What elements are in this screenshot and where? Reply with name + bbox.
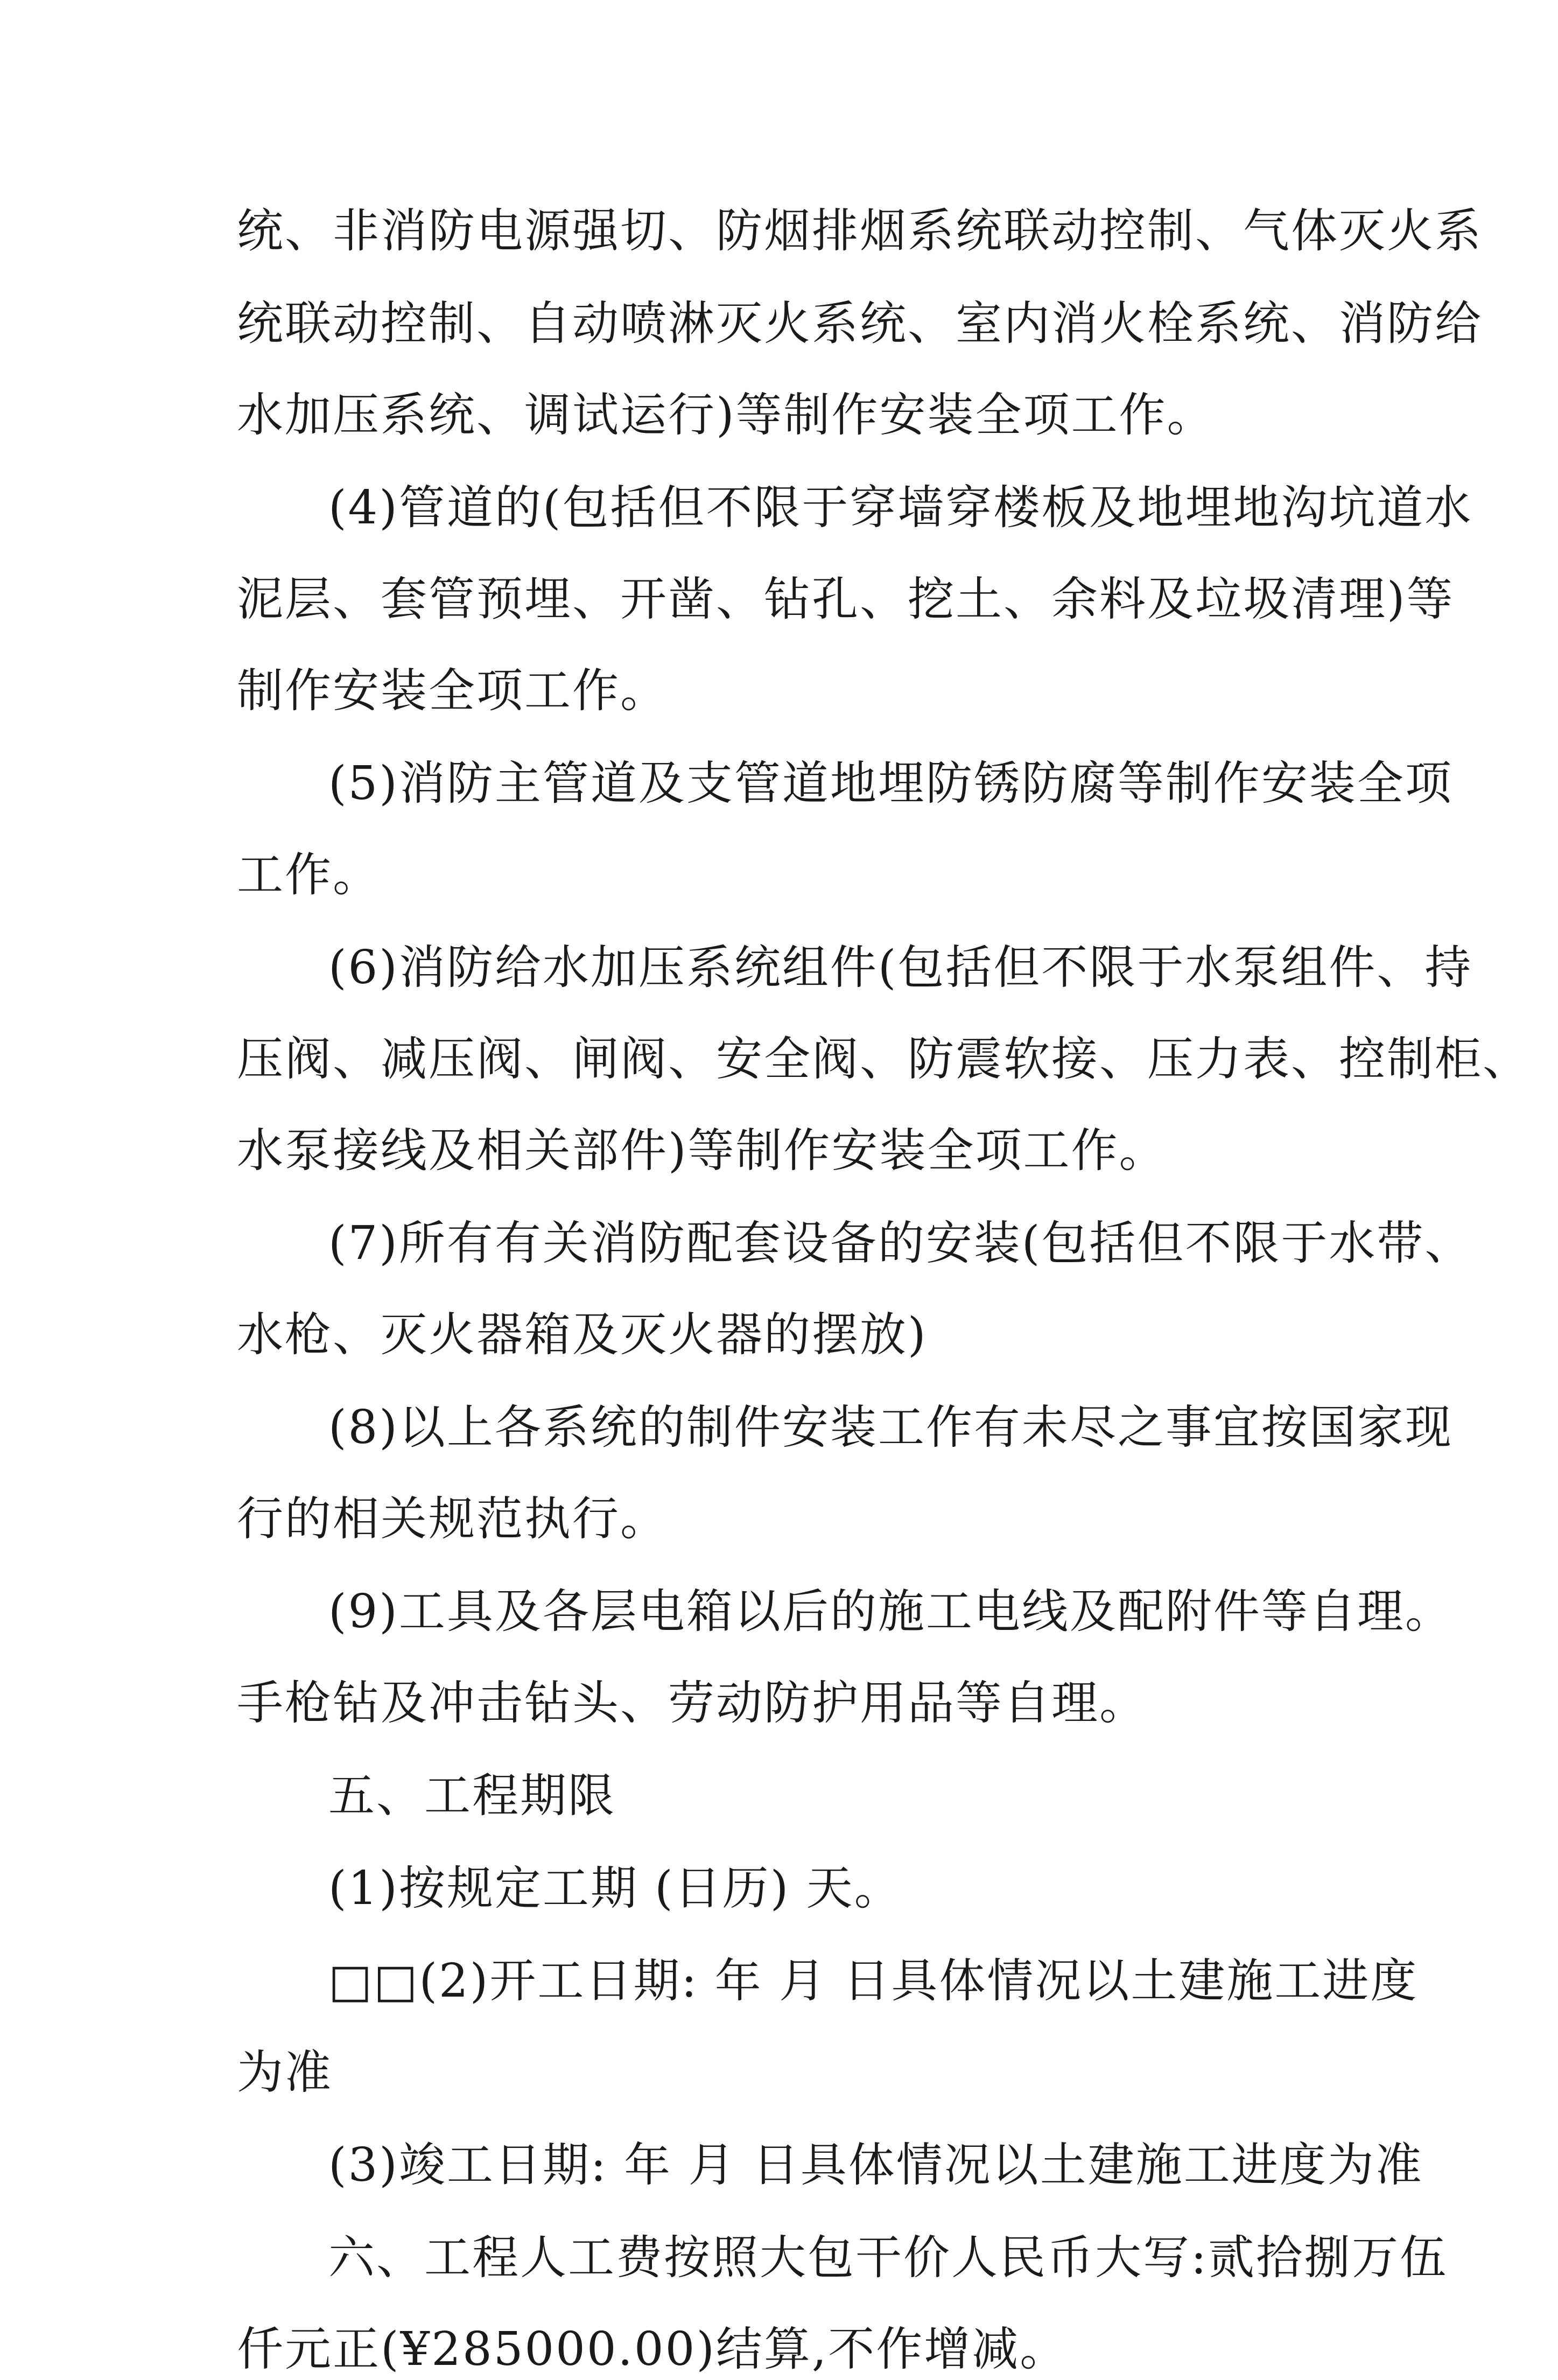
text-line: 制作安装全项工作。 — [237, 664, 668, 718]
text-line: 手枪钻及冲击钻头、劳动防护用品等自理。 — [237, 1676, 1147, 1730]
paragraph-item-1: (1)按规定工期 (日历) 天。 — [328, 1861, 902, 1915]
text-line: 水泵接线及相关部件)等制作安装全项工作。 — [237, 1124, 1167, 1178]
paragraph-item-6: (6)消防给水加压系统组件(包括但不限于水泵组件、持 — [328, 941, 1473, 995]
text-line: 泥层、套管预埋、开凿、钻孔、挖土、余料及垃圾清理)等 — [237, 572, 1455, 626]
paragraph-item-3: (3)竣工日期: 年 月 日具体情况以土建施工进度为准 — [328, 2138, 1423, 2192]
section-heading-6: 六、工程人工费按照大包干价人民币大写:贰拾捌万伍 — [328, 2231, 1448, 2285]
paragraph-item-2: □□(2)开工日期: 年 月 日具体情况以土建施工进度 — [328, 1954, 1419, 2008]
section-heading-5: 五、工程期限 — [328, 1769, 616, 1823]
text-line: 行的相关规范执行。 — [237, 1492, 668, 1546]
paragraph-item-9: (9)工具及各层电箱以后的施工电线及配附件等自理。 — [328, 1585, 1453, 1639]
text-line: 仟元正(¥285000.00)结算,不作增减。 — [237, 2322, 1068, 2376]
text-line: 工作。 — [237, 848, 381, 902]
text-line: 为准 — [237, 2046, 333, 2099]
text-line: 统、非消防电源强切、防烟排烟系统联动控制、气体灭火系 — [237, 204, 1483, 258]
paragraph-item-4: (4)管道的(包括但不限于穿墙穿楼板及地埋地沟坑道水 — [328, 481, 1473, 535]
text-line: 水加压系统、调试运行)等制作安装全项工作。 — [237, 388, 1215, 442]
paragraph-item-7: (7)所有有关消防配套设备的安装(包括但不限于水带、 — [328, 1216, 1473, 1270]
text-line: 压阀、减压阀、闸阀、安全阀、防震软接、压力表、控制柜、 — [237, 1032, 1531, 1086]
text-line: 水枪、灭火器箱及灭火器的摆放) — [237, 1308, 928, 1362]
paragraph-item-8: (8)以上各系统的制件安装工作有未尽之事宜按国家现 — [328, 1401, 1453, 1454]
text-line: 统联动控制、自动喷淋灭火系统、室内消火栓系统、消防给 — [237, 297, 1483, 351]
paragraph-item-5: (5)消防主管道及支管道地埋防锈防腐等制作安装全项 — [328, 757, 1453, 810]
